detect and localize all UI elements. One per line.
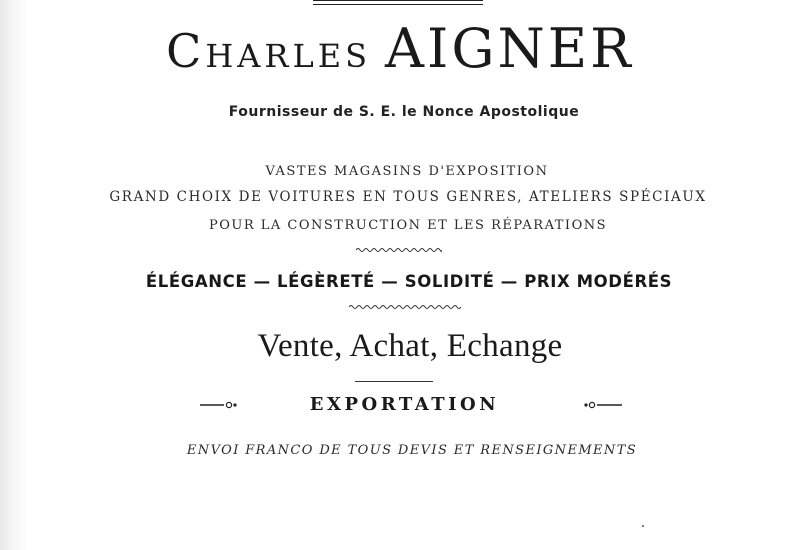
middle-rule	[355, 381, 433, 382]
exportation-row	[0, 394, 800, 420]
merchant-name	[30, 17, 770, 80]
merchant-first-name: Charles	[166, 24, 372, 78]
right-ornament-icon	[582, 400, 622, 410]
description-line-2: GRAND CHOIX DE VOITURES EN TOUS GENRES, ATELIERS SPÉCIAUX	[109, 189, 707, 205]
wavy-divider-upper	[356, 247, 442, 253]
footer-note: ENVOI FRANCO DE TOUS DEVIS ET RENSEIGNEMENTS	[186, 443, 638, 458]
merchant-last-name: AIGNER	[385, 17, 634, 80]
exportation-heading: EXPORTATION	[309, 394, 500, 415]
description-line-1: VASTES MAGASINS D'EXPOSITION	[265, 164, 549, 179]
wavy-divider-lower	[349, 304, 461, 310]
print-speck	[642, 525, 644, 527]
supplier-line: Fournisseur de S. E. le Nonce Apostolique	[228, 104, 580, 120]
top-double-rule	[313, 0, 483, 5]
description-line-3: POUR LA CONSTRUCTION ET LES RÉPARATIONS	[208, 218, 608, 233]
qualities-line: ÉLÉGANCE — LÉGÈRETÉ — SOLIDITÉ — PRIX MODÉRÉS	[145, 272, 673, 291]
services-line: Vente, Achat, Echange	[257, 328, 563, 364]
